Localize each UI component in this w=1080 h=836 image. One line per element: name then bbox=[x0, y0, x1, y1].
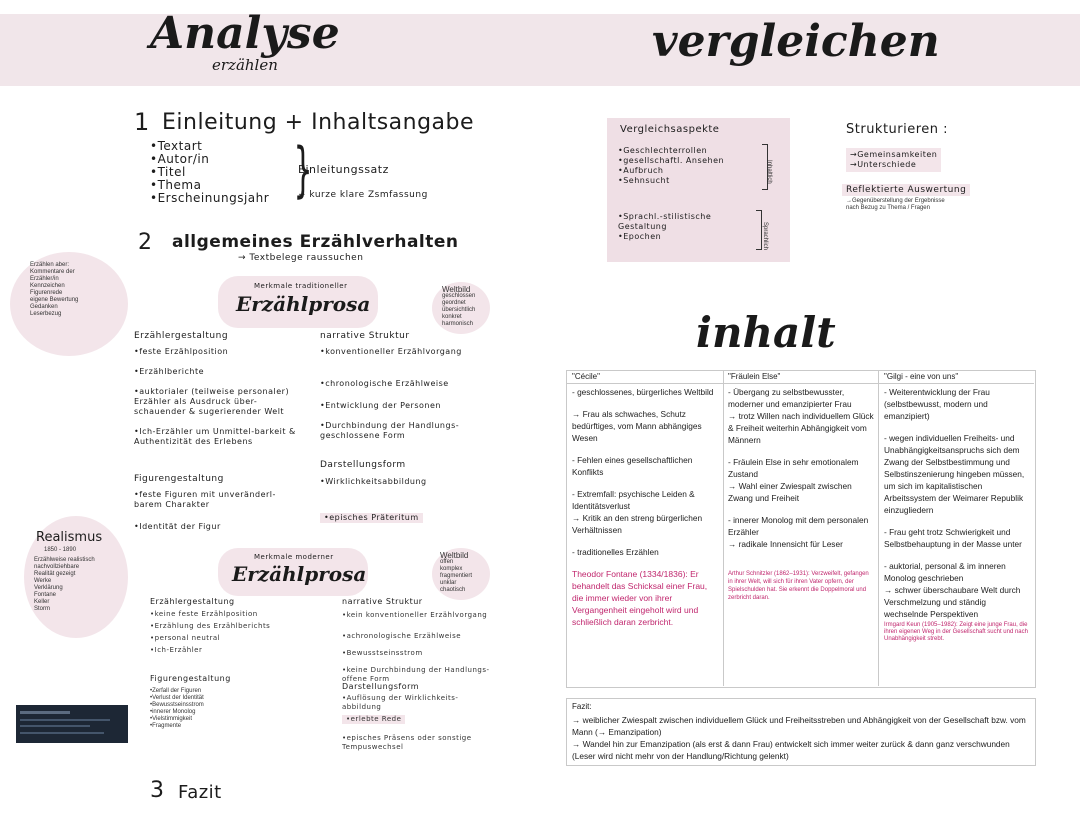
b2-left-heading: Erzählergestaltung bbox=[150, 597, 235, 606]
list-item: •Titel bbox=[150, 165, 186, 179]
brace-label: Einleitungssatz bbox=[298, 163, 389, 176]
section-2-sub: → Textbelege raussuchen bbox=[238, 253, 364, 263]
section-2-number: 2 bbox=[138, 230, 153, 255]
b1-left-heading: Erzählergestaltung bbox=[134, 331, 229, 341]
b2-dar-heading: Darstellungsform bbox=[342, 682, 420, 691]
b1-right-heading: narrative Struktur bbox=[320, 331, 410, 341]
traditional-prose-title: Erzählprosa bbox=[236, 292, 371, 316]
table-header-1: "Cécile" bbox=[572, 372, 600, 381]
modern-prose-small: Merkmale moderner bbox=[254, 553, 334, 561]
b1-right-list: •konventioneller Erzählvorgang •chronologische Erzählweise •Entwicklung der Personen •Durchbindung der Handlungs-geschlossene Form bbox=[320, 347, 462, 440]
section-1-number: 1 bbox=[134, 108, 150, 136]
structure-lines: →Gemeinsamkeiten →Unterschiede bbox=[846, 148, 941, 172]
aspects-group-1: •Geschlechterrollen •gesellschaftl. Ansehen •Aufbruch •Sehnsucht bbox=[618, 146, 725, 185]
embedded-screenshot-thumbnail bbox=[16, 705, 128, 743]
section-1-heading: Einleitung + Inhaltsangabe bbox=[162, 110, 475, 135]
b2-right-heading: narrative Struktur bbox=[342, 597, 423, 606]
b2-left-list: •keine feste Erzählposition •Erzählung des Erzählberichts •personal neutral •Ich-Erzähler bbox=[150, 610, 271, 654]
table-column-gilgi: - Weiterentwicklung der Frau (selbstbewusst, modern und emanzipiert) - wegen individuellen Freiheits- und Unabhängigkeitsanspruchs sich dem Zwang der Selbstbestimmung und Selbstinszenierung hingeben müssen, um sich im kapitalistischen Arbeitssystem der Weimarer Republik einzugliedern - Frau geht trotz Schwierigkeit und Selbstbehauptung in der Masse unter - auktorial, personal & im inneren Monolog geschrieben → schwer überschaubare Welt durch Verschmelzung und ständig wechselnde Perspektiven Irmgard Keun (1905–1982): Zeigt eine junge Frau, die ihren eigenen Weg in der Gesellschaft sucht und nach Unabhängigkeit strebt. bbox=[884, 387, 1028, 642]
table-column-cecile: - geschlossenes, bürgerliches Weltbild → Frau als schwaches, Schutz bedürftiges, vom Mann abhängiges Wesen - Fehlen eines gesellschaftlichen Konflikts - Extremfall: psychische Leiden & Identitätsverlust → Kritik an den streng bürgerlichen Verhältnissen - traditionelles Erzählen Theodor Fontane (1334/1836): Er behandelt das Schicksal einer Frau, die immer wieder von ihrer Vergangenheit eingeholt wird und schließlich daran zerbricht. bbox=[572, 387, 714, 627]
brace: } bbox=[293, 135, 313, 205]
traditional-prose-small: Merkmale traditioneller bbox=[254, 282, 348, 290]
b2-fig-list: •Zerfall der Figuren •Verlust der Identität •Bewusstseinsstrom •innerer Monolog •Vielstimmigkeit •Fragmente bbox=[150, 688, 204, 729]
b2-dar-list: •Auflösung der Wirklichkeits-abbildung •erlebte Rede •episches Präsens oder sonstige Tempuswechsel bbox=[342, 694, 472, 751]
list-item: •Autor/in bbox=[150, 152, 210, 166]
realismus-notes: Erzählweise realistisch nachvollziehbare Realität gezeigt Werke Verklärung Fontane Keller Storm bbox=[34, 557, 95, 612]
modern-prose-title: Erzählprosa bbox=[232, 562, 367, 586]
vergleichen-title: vergleichen bbox=[652, 16, 940, 67]
weltbild-1: Weltbild geschlossen geordnet übersichtlich konkret harmonisch bbox=[442, 285, 476, 327]
side-note-top: Erzählen aber: Kommentare der Erzähler/in Kennzeichen Figurenrede eigene Bewertung Gedanken Leserbezug bbox=[30, 262, 79, 317]
inhalt-title: inhalt bbox=[696, 308, 836, 357]
realismus-years: 1850 - 1890 bbox=[44, 547, 77, 553]
section-2-heading: allgemeines Erzählverhalten bbox=[172, 232, 459, 252]
aspects-group-2: •Sprachl.-stilistische Gestaltung •Epochen bbox=[618, 212, 712, 241]
b2-fig-heading: Figurengestaltung bbox=[150, 674, 231, 683]
b2-right-list: •kein konventioneller Erzählvorgang •achronologische Erzählweise •Bewusstseinsstrom •keine Durchbindung der Handlungs-offene Form bbox=[342, 611, 490, 683]
table-header-2: "Fräulein Else" bbox=[728, 372, 781, 381]
weltbild-2: Weltbild offen komplex fragmentiert unklar chaotisch bbox=[440, 551, 473, 593]
fazit-lines: → weiblicher Zwiespalt zwischen individuellem Glück und Freiheitsstreben und Abhängigkeit von der Gesellschaft bzw. vom Mann (→ Emanzipation) → Wandel hin zur Emanzipation (als erst & dann Frau) entwickelt sich immer weiter zurück & dann ganz verschwunden (Leser wird nicht mehr von der Handlung/Richtung gelenkt) bbox=[572, 715, 1026, 761]
list-item: •Thema bbox=[150, 178, 202, 192]
table-header-line bbox=[566, 383, 1034, 384]
list-item: •Textart bbox=[150, 139, 203, 153]
table-divider-1 bbox=[723, 370, 724, 686]
section-3-heading: Fazit bbox=[178, 782, 222, 803]
structure-heading: Strukturieren : bbox=[846, 122, 949, 137]
b1-dar-heading: Darstellungsform bbox=[320, 460, 406, 470]
list-item: •Erscheinungsjahr bbox=[150, 191, 270, 205]
analyse-subtitle: erzählen bbox=[212, 56, 278, 74]
aspects-heading: Vergleichsaspekte bbox=[620, 124, 720, 135]
b1-fig-heading: Figurengestaltung bbox=[134, 474, 224, 484]
plus-label: + kurze klare Zsmfassung bbox=[298, 190, 428, 200]
section-1-items bbox=[150, 140, 269, 205]
b1-left-list: •feste Erzählposition •Erzählberichte •auktorialer (teilweise personaler) Erzähler als Ausdruck über-schauender & sugerierender Welt •Ich-Erzähler um Unmittel-barkeit & Authentizität des Erlebens bbox=[134, 347, 296, 446]
analyse-title: Analyse bbox=[150, 8, 340, 59]
realismus-title: Realismus bbox=[36, 530, 103, 545]
aspects-group-1-side: Inhaltlich bbox=[766, 160, 772, 184]
reflection-heading: Reflektierte Auswertung bbox=[842, 184, 970, 196]
table-header-3: "Gilgi - eine von uns" bbox=[884, 372, 959, 381]
b1-fig-list: •feste Figuren mit unveränderl-barem Charakter •Identität der Figur bbox=[134, 490, 276, 531]
table-divider-2 bbox=[878, 370, 879, 686]
b1-dar-list: •Wirklichkeitsabbildung •episches Präteritum bbox=[320, 477, 427, 522]
aspects-group-2-side: Sprachlich bbox=[762, 222, 768, 251]
reflection-lines: →Gegenüberstellung der Ergebnisse nach Bezug zu Thema / Fragen bbox=[846, 198, 945, 211]
fazit-heading: Fazit: bbox=[572, 702, 592, 711]
table-column-fraeulein-else: - Übergang zu selbstbewusster, moderner und emanzipierter Frau → trotz Willen nach individuellem Glück & Freiheit weiterhin Abhängigkeit vom Männern - Fräulein Else in sehr emotionalem Zustand → Wahl einer Zwiespalt zwischen Zwang und Freiheit - innerer Monolog mit dem personalen Erzähler → radikale Innensicht für Leser Arthur Schnitzler (1862–1931): Verzweifelt, gefangen in ihrer Welt, will sich für ihren Vater opfern, der Spielschulden hat. Sie erkennt die Doppelmoral und zerbricht daran. bbox=[728, 387, 874, 601]
section-3-number: 3 bbox=[150, 778, 165, 803]
